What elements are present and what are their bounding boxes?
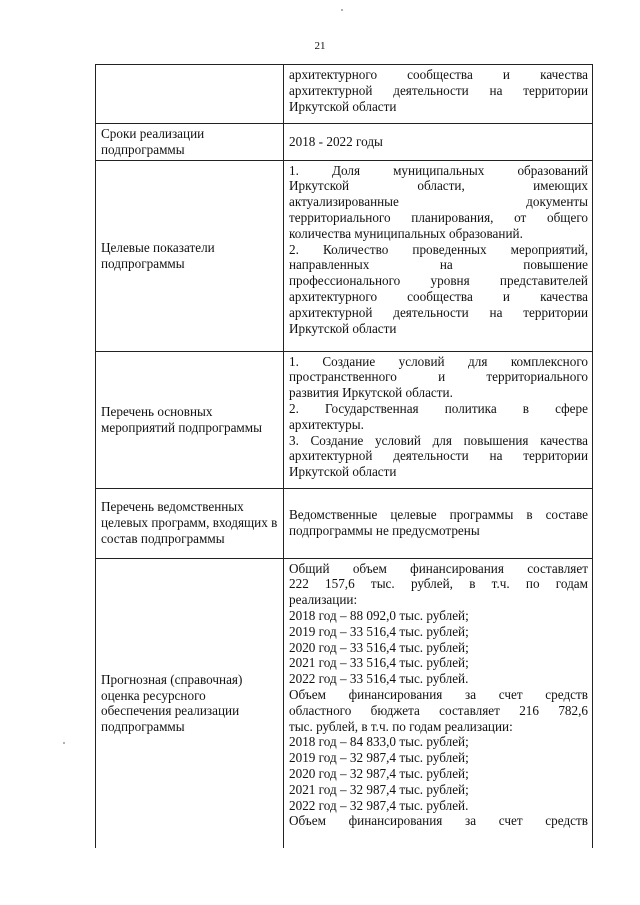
- passport-table: [95, 64, 593, 848]
- row-label: [96, 65, 284, 124]
- row-label: Целевые показатели подпрограммы: [96, 160, 284, 351]
- text-line: 1. Доля муниципальных образований: [289, 162, 588, 178]
- text-line: направленных на повышение: [289, 257, 588, 273]
- text-line: 2021 год – 33 516,4 тыс. рублей;: [289, 655, 469, 671]
- text-line: пространственного и территориального: [289, 369, 588, 385]
- text-line: развития Иркутской области.: [289, 385, 453, 401]
- text-line: Ведомственные целевые программы в составе: [289, 507, 588, 523]
- text-line: Объем финансирования за счет средств: [289, 813, 588, 829]
- text-line: 222 157,6 тыс. рублей, в т.ч. по годам: [289, 576, 588, 592]
- text-line: 2. Количество проведенных мероприятий,: [289, 241, 588, 257]
- table-row: [96, 124, 593, 161]
- text-line: 2020 год – 33 516,4 тыс. рублей;: [289, 639, 469, 655]
- text-line: Иркутской области: [289, 320, 397, 336]
- text-line: 2019 год – 32 987,4 тыс. рублей;: [289, 750, 469, 766]
- table-row: [96, 558, 593, 848]
- text-line: областного бюджета составляет 216 782,6: [289, 702, 588, 718]
- text-line: архитектурной деятельности на территории: [289, 304, 588, 320]
- page-number: 21: [314, 40, 326, 52]
- row-content: [284, 124, 593, 161]
- text-line: 2019 год – 33 516,4 тыс. рублей;: [289, 623, 469, 639]
- text-line: архитектурной деятельности на территории: [289, 82, 588, 98]
- table-row: [96, 351, 593, 488]
- row-content: [284, 558, 593, 848]
- text-line: профессионального уровня представителей: [289, 273, 588, 289]
- text-line: 2018 год – 84 833,0 тыс. рублей;: [289, 734, 469, 750]
- text-line: 2. Государственная политика в сфере: [289, 400, 588, 416]
- row-label: Сроки реализации подпрограммы: [96, 124, 284, 161]
- table-row: [96, 488, 593, 558]
- table-row: [96, 65, 593, 124]
- text-line: 2021 год – 32 987,4 тыс. рублей;: [289, 781, 469, 797]
- text-line: Иркутской области: [289, 464, 397, 480]
- text-line: 1. Создание условий для комплексного: [289, 353, 588, 369]
- text-line: архитектурного сообщества и качества: [289, 67, 588, 82]
- text-line: 2020 год – 32 987,4 тыс. рублей;: [289, 765, 469, 781]
- text-line: Общий объем финансирования составляет: [289, 560, 588, 576]
- text-line: тыс. рублей, в т.ч. по годам реализации:: [289, 718, 513, 734]
- text-line: архитектурного сообщества и качества: [289, 288, 588, 304]
- text-line: реализации:: [289, 592, 358, 608]
- scan-speck: [341, 9, 343, 11]
- row-label: Перечень ведомственных целевых программ, входящих в состав подпрограммы: [96, 488, 284, 558]
- text-line: 3. Создание условий для повышения качества: [289, 432, 588, 448]
- text-line: актуализированные документы: [289, 194, 588, 210]
- row-content: [284, 160, 593, 351]
- table-row: [96, 160, 593, 351]
- text-line: 2022 год – 32 987,4 тыс. рублей.: [289, 797, 469, 813]
- row-content: [284, 65, 593, 124]
- text-line: Иркутской области: [289, 98, 397, 114]
- text-line: территориального планирования, от общего: [289, 209, 588, 225]
- text-line: количества муниципальных образований.: [289, 225, 523, 241]
- text-line: архитектуры.: [289, 416, 364, 432]
- text-line: 2018 год – 88 092,0 тыс. рублей;: [289, 607, 469, 623]
- scan-speck: [63, 742, 65, 744]
- text-line: Объем финансирования за счет средств: [289, 686, 588, 702]
- row-label: Перечень основных мероприятий подпрограммы: [96, 351, 284, 488]
- row-content: [284, 351, 593, 488]
- text-line: 2018 - 2022 годы: [289, 133, 383, 149]
- text-line: 2022 год – 33 516,4 тыс. рублей.: [289, 671, 469, 687]
- text-line: подпрограммы не предусмотрены: [289, 523, 480, 539]
- row-label: Прогнозная (справочная) оценка ресурсного обеспечения реализации подпрограммы: [96, 558, 284, 848]
- text-line: Иркутской области, имеющих: [289, 178, 588, 194]
- row-content: [284, 488, 593, 558]
- text-line: архитектурной деятельности на территории: [289, 448, 588, 464]
